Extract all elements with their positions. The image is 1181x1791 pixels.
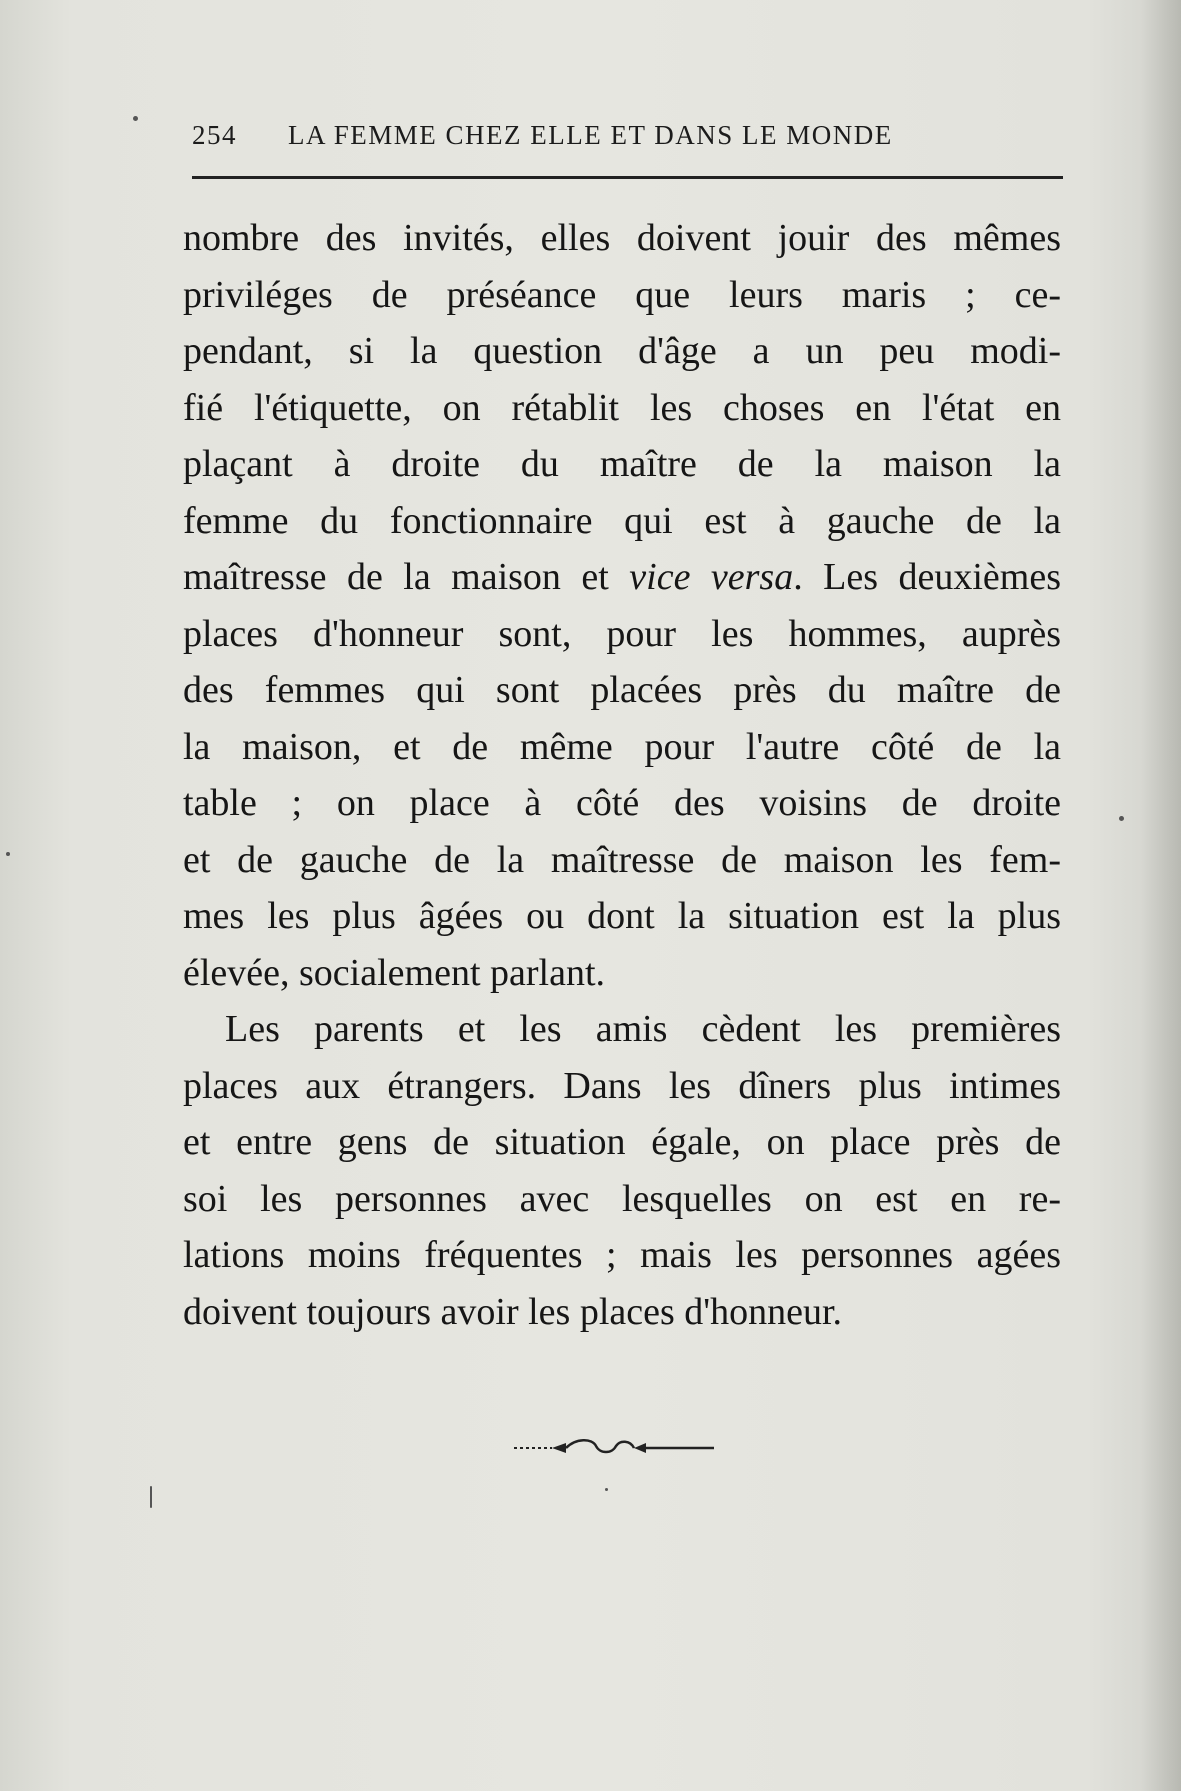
- running-header: [192, 120, 1012, 156]
- italic-phrase: vice versa: [629, 556, 794, 598]
- text-line: fié l'étiquette, on rétablit les choses en l'état en: [183, 386, 1061, 429]
- text-line: soi les personnes avec lesquelles on est en re-: [183, 1177, 1061, 1220]
- text-line-with-italic: [183, 549, 1061, 606]
- text-line: places aux étrangers. Dans les dîners plus intimes: [183, 1064, 1061, 1107]
- page-edge-shadow: [1141, 0, 1181, 1791]
- text-line: et de gauche de la maîtresse de maison les fem-: [183, 838, 1061, 881]
- text-line: femme du fonctionnaire qui est à gauche de la: [183, 499, 1061, 542]
- text-line: la maison, et de même pour l'autre côté de la: [183, 725, 1061, 768]
- text-line: élevée, socialement parlant.: [183, 951, 606, 994]
- text-segment: . Les deuxièmes: [793, 556, 1061, 598]
- header-rule: [192, 176, 1063, 179]
- paper-speck: [133, 116, 138, 121]
- paper-speck: [6, 852, 10, 856]
- text-line: des femmes qui sont placées près du maître de: [183, 669, 1061, 711]
- text-line: table ; on place à côté des voisins de droite: [183, 782, 1061, 824]
- text-line: nombre des invités, elles doivent jouir des mêmes: [183, 217, 1061, 259]
- text-line: places d'honneur sont, pour les hommes, auprès: [183, 612, 1061, 655]
- text-line: lations moins fréquentes ; mais les personnes agées: [183, 1234, 1061, 1276]
- paper-speck: [1119, 816, 1124, 821]
- text-line: doivent toujours avoir les places d'honneur.: [183, 1290, 843, 1333]
- text-line: priviléges de préséance que leurs maris ; ce-: [183, 273, 1061, 316]
- paper-speck: [605, 1488, 608, 1491]
- text-line: plaçant à droite du maître de la maison la: [183, 443, 1061, 485]
- text-segment: maîtresse de la maison et: [183, 556, 630, 598]
- paper-speck: [150, 1486, 152, 1508]
- body-text: [183, 210, 1061, 1340]
- text-line: pendant, si la question d'âge a un peu modi-: [183, 330, 1061, 372]
- text-line: Les parents et les amis cèdent les premières: [225, 1008, 1061, 1050]
- end-ornament: [514, 1436, 714, 1460]
- text-line: et entre gens de situation égale, on place près de: [183, 1121, 1061, 1163]
- text-line: mes les plus âgées ou dont la situation est la plus: [183, 895, 1061, 937]
- running-title: LA FEMME CHEZ ELLE ET DANS LE MONDE: [288, 120, 893, 150]
- page-number: 254: [192, 120, 237, 150]
